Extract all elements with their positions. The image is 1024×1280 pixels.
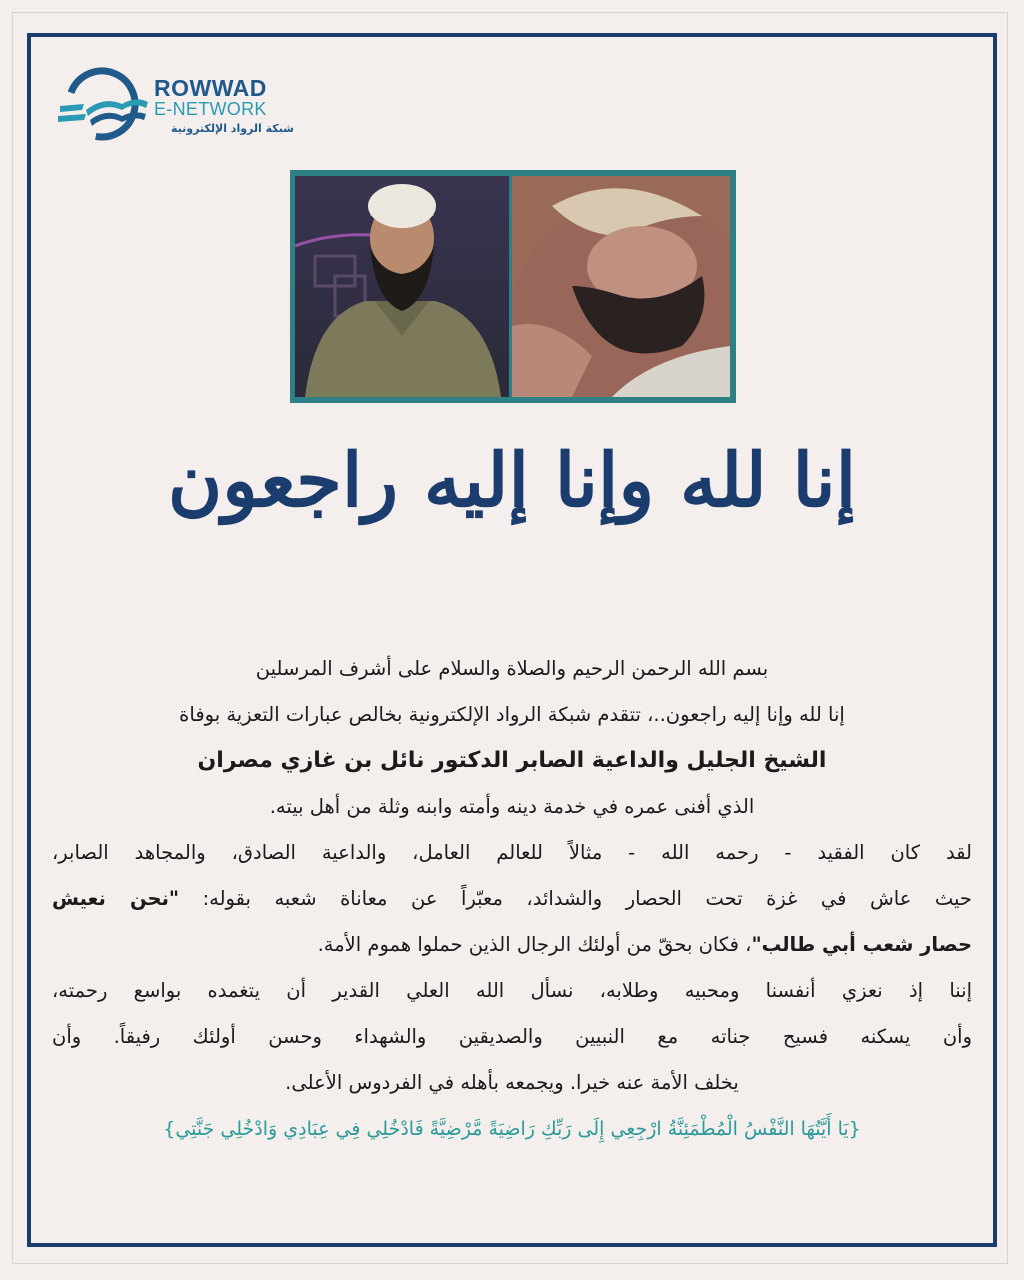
- body-line-10: يخلف الأمة عنه خيرا. ويجمعه بأهله في الفردوس الأعلى.: [285, 1071, 739, 1094]
- logo-arabic-name: شبكة الرواد الإلكترونية: [171, 122, 294, 135]
- heading-calligraphy: إنا لله وإنا إليه راجعون: [167, 438, 857, 524]
- body-line-4: الذي أفنى عمره في خدمة دينه وأمته وابنه وثلة من أهل بيته.: [269, 795, 755, 818]
- body-line-7: [52, 922, 972, 968]
- deceased-name: الشيخ الجليل والداعية الصابر الدكتور نائل بن غازي مصران: [197, 748, 827, 773]
- quote-start: "نحن نعيش: [52, 887, 180, 910]
- portrait-photo: [295, 176, 509, 397]
- body-line-8: إننا إذ نعزي أنفسنا ومحبيه وطلابه، نسأل الله العلي القدير أن يتغمده بواسع رحمته،: [52, 979, 972, 1002]
- deceased-photo: [512, 176, 730, 397]
- body-line-6-text: حيث عاش في غزة تحت الحصار والشدائد، معبّراً عن معاناة شعبه بقوله:: [179, 887, 972, 910]
- body-line-5: لقد كان الفقيد - رحمه الله - مثالاً للعالم العامل، والداعية الصادق، والمجاهد الصابر،: [52, 841, 972, 864]
- basmala-line: بسم الله الرحمن الرحيم والصلاة والسلام على أشرف المرسلين: [255, 657, 769, 680]
- rowwad-logo: [56, 66, 306, 146]
- photo-collage: [290, 170, 736, 403]
- condolence-text: [52, 646, 972, 1152]
- logo-title: ROWWAD: [154, 75, 267, 101]
- condolence-line: إنا لله وإنا إليه راجعون..، تتقدم شبكة الرواد الإلكترونية بخالص عبارات التعزية بوفاة: [179, 703, 845, 726]
- body-line-7-text: ، فكان بحقّ من أولئك الرجال الذين حملوا هموم الأمة.: [317, 933, 752, 956]
- body-line-9: وأن يسكنه فسيح جناته مع النبيين والصديقين والشهداء وحسن أولئك رفيقاً. وأن: [52, 1025, 972, 1048]
- quran-verse: {يَا أَيَّتُهَا النَّفْسُ الْمُطْمَئِنَّةُ ارْجِعِي إِلَى رَبِّكِ رَاضِيَةً مَّرْضِيَّةً فَادْخُلِي فِي عِبَادِي وَادْخُلِي جَنَّتِي}: [163, 1118, 861, 1140]
- logo-subtitle: E-NETWORK: [154, 99, 267, 119]
- book-logo-icon: [56, 66, 148, 146]
- quote-end: حصار شعب أبي طالب": [751, 933, 972, 956]
- body-line-6: [52, 876, 972, 922]
